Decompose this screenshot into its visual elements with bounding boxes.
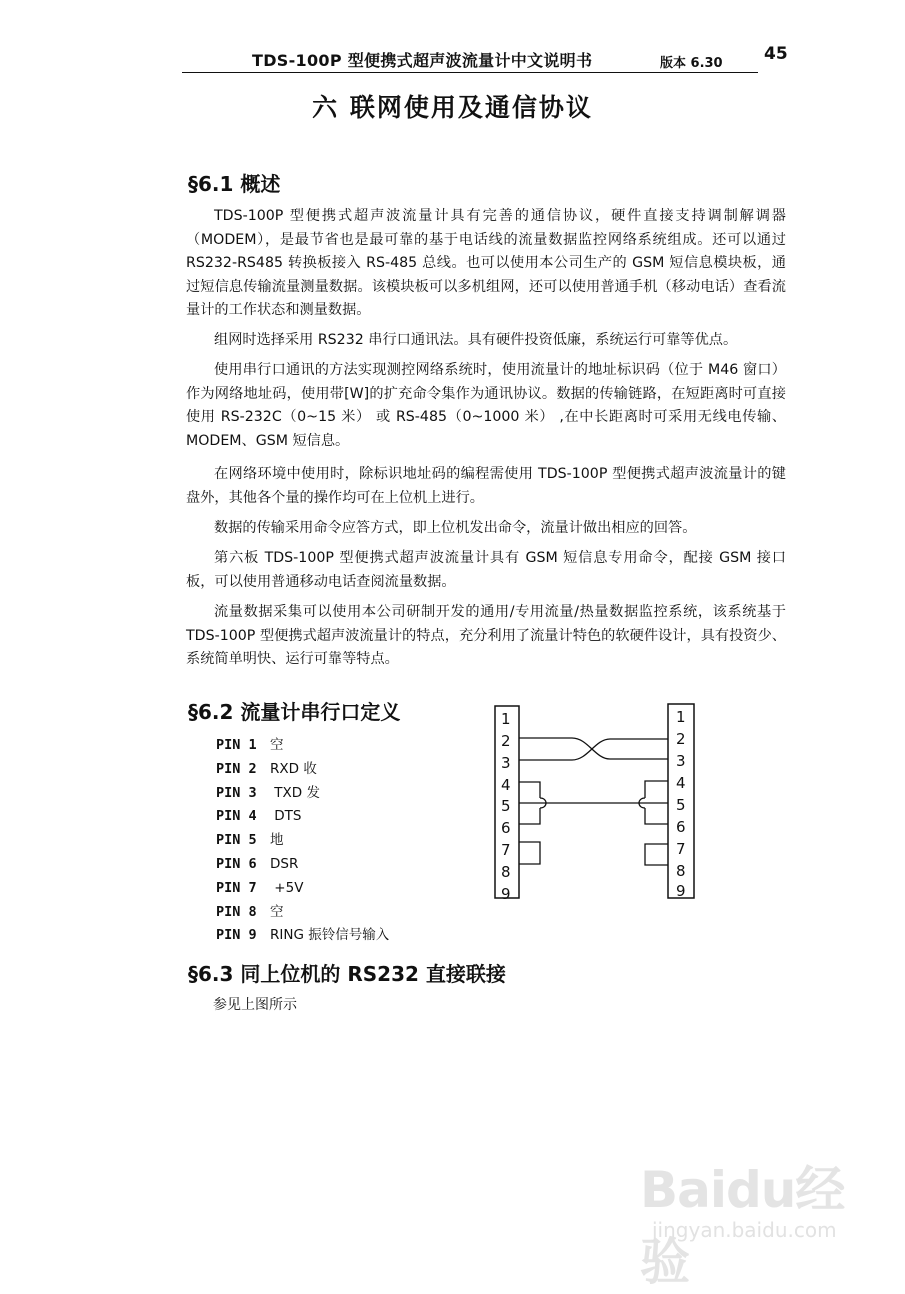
right-pin-label: 2: [676, 730, 686, 748]
pin-number: PIN 6: [216, 855, 257, 872]
right-pin-label: 1: [676, 708, 686, 726]
right-pin-label: 4: [676, 774, 686, 792]
pin-number: PIN 7: [216, 879, 257, 896]
pin-row: [216, 829, 389, 853]
pin-number: PIN 4: [216, 808, 257, 825]
left-pin-label: 7: [501, 841, 511, 859]
right-pin-label: 8: [676, 862, 686, 880]
left-pin-label: 1: [501, 710, 511, 728]
see-above-note: 参见上图所示: [213, 997, 297, 1013]
pin-description: +5V: [270, 879, 304, 896]
left-pin-label: 9: [501, 885, 511, 903]
right-pin-label: 9: [676, 882, 686, 900]
paragraph-4: 在网络环境中使用时，除标识地址码的编程需使用 TDS-100P 型便携式超声波流量计的键盘外，其他各个量的操作均可在上位机上进行。: [186, 466, 786, 506]
paragraph-5: 数据的传输采用命令应答方式，即上位机发出命令，流量计做出相应的回答。: [214, 520, 697, 536]
paragraph-7: 流量数据采集可以使用本公司研制开发的通用/专用流量/热量数据监控系统，该系统基于 TDS-100P 型便携式超声波流量计的特点，充分利用了流量计特色的软硬件设计，具有投资少、系统简单明快、运行可靠等特点。: [186, 604, 786, 668]
pin-description: DTS: [270, 808, 302, 825]
pin-description: DSR: [270, 855, 299, 872]
serial-wiring-diagram: [490, 700, 710, 905]
chapter-title: 六 联网使用及通信协议: [312, 93, 593, 122]
watermark-url: jingyan.baidu.com: [652, 1218, 837, 1242]
paragraph-2: 组网时选择采用 RS232 串行口通讯法。具有硬件投资低廉，系统运行可靠等优点。: [214, 332, 738, 348]
section-6-2-heading: §6.2 流量计串行口定义: [188, 700, 401, 724]
right-pin-label: 6: [676, 818, 686, 836]
paragraph-3: 使用串行口通讯的方法实现测控网络系统时，使用流量计的地址标识码（位于 M46 窗口）作为网络地址码，使用带[W]的扩充命令集作为通讯协议。数据的传输链路，在短距离时可直接使用 RS-232C（0~15 米） 或 RS-485（0~1000 米） ,在中长距离时可采用无线电传输、MODEM、GSM 短信息。: [186, 362, 786, 449]
left-pin-label: 6: [501, 819, 511, 837]
left-pin-label: 5: [501, 797, 511, 815]
pin-row: [216, 758, 389, 782]
pin-number: PIN 1: [216, 737, 257, 753]
pin-row: [216, 734, 389, 758]
header-title: TDS-100P 型便携式超声波流量计中文说明书: [252, 51, 593, 70]
pin-number: PIN 2: [216, 760, 257, 777]
left-loop-4-6-lower: [519, 808, 540, 824]
right-loop-4-6-upper: [645, 781, 668, 798]
pin-description: TXD 发: [270, 784, 320, 801]
pin-row: [216, 853, 389, 877]
left-loop-4-6-upper: [519, 782, 540, 798]
pin-description: 地: [270, 832, 284, 849]
pin-description: 空: [270, 737, 284, 753]
section-6-3-heading: §6.3 同上位机的 RS232 直接联接: [188, 962, 506, 986]
right-loop-7-8: [645, 844, 668, 865]
section-6-1-heading: §6.1 概述: [188, 172, 281, 196]
pin-number: PIN 9: [216, 927, 257, 944]
watermark-logo: Baidu经验: [640, 1161, 845, 1291]
pin-definition-list: [216, 734, 389, 948]
pin-row: [216, 901, 389, 925]
pin-number: PIN 8: [216, 903, 257, 920]
right-pin-label: 5: [676, 796, 686, 814]
baidu-jingyan-watermark: [640, 1150, 880, 1291]
left-pin-label: 8: [501, 863, 511, 881]
paragraph-1: TDS-100P 型便携式超声波流量计具有完善的通信协议，硬件直接支持调制解调器（MODEM），是最节省也是最可靠的基于电话线的流量数据监控网络系统组成。还可以通过 RS232-RS485 转换板接入 RS-485 总线。也可以使用本公司生产的 GSM 短信息模块板，通过短信息传输流量测量数据。该模块板可以多机组网，还可以使用普通手机（移动电话）查看流量计的工作状态和测量数据。: [186, 208, 786, 319]
header-version: 版本 6.30: [660, 56, 723, 71]
pin-description: RXD 收: [270, 760, 317, 777]
wire-pin2-to-pin3: [519, 738, 668, 759]
pin-description: RING 振铃信号输入: [270, 927, 390, 944]
pin-description: 空: [270, 903, 284, 920]
left-pin-label: 3: [501, 754, 511, 772]
paragraph-6: 第六板 TDS-100P 型便携式超声波流量计具有 GSM 短信息专用命令，配接 GSM 接口板，可以使用普通移动电话查阅流量数据。: [186, 550, 786, 590]
pin-row: [216, 924, 389, 948]
pin-row: [216, 782, 389, 806]
pin-row: [216, 877, 389, 901]
page-number: 45: [764, 44, 788, 64]
pin-row: [216, 805, 389, 829]
left-pin-label: 2: [501, 732, 511, 750]
right-loop-4-6-lower: [645, 808, 668, 824]
left-pin-label: 4: [501, 776, 511, 794]
right-pin-label: 3: [676, 752, 686, 770]
left-loop-7-8: [519, 842, 540, 864]
pin-number: PIN 3: [216, 784, 257, 801]
pin-number: PIN 5: [216, 832, 257, 849]
page-header: [182, 44, 758, 73]
wire-pin3-to-pin2: [519, 739, 668, 760]
right-pin-label: 7: [676, 840, 686, 858]
